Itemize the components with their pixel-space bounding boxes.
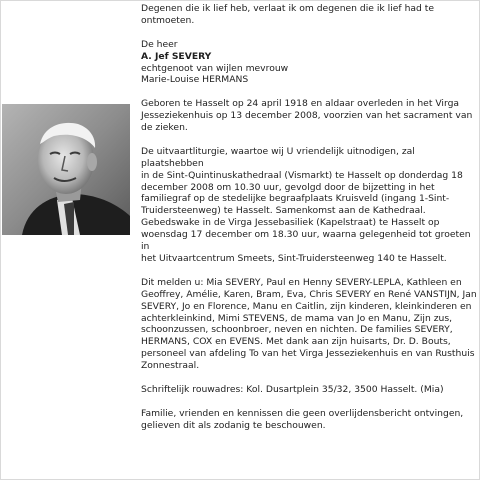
family-paragraph: Dit melden u: Mia SEVERY, Paul en Henny SEVERY-LEPLA, Kathleen en Geoffrey, Amélie, Karen, Bram, Eva, Chris SEVERY en René VANSTIJN, Jan SEVERY, Jo en Florence, Manu en Caitlin, zijn kinderen, kleinkinderen en achterkleinkind, Mimi STEVENS, de mama van Jo en Manu, Zijn zus, schoonzussen, schoonbroer, neven en nichten. De families SEVERY, HERMANS, COX en EVENS. Met dank aan zijn huisarts, Dr. D. Bouts, personeel van afdeling To van het Virga Jesseziekenhuis en van Rusthuis Zonnestraal. — [141, 276, 477, 372]
opening-quote: Degenen die ik lief heb, verlaat ik om degenen die ik lief had te ontmoeten. — [141, 3, 435, 26]
portrait-photo-icon — [2, 104, 130, 235]
deceased-name: A. Jef SEVERY — [141, 50, 212, 62]
birth-death-paragraph: Geboren te Hasselt op 24 april 1918 en aldaar overleden in het Virga Jesseziekenhuis op 13 december 2008, voorzien van het sacrament van de zieken. — [141, 98, 473, 134]
spouse-label: echtgenoot van wijlen mevrouw — [141, 62, 289, 74]
portrait-photo — [2, 104, 130, 235]
closing-paragraph: Familie, vrienden en kennissen die geen overlijdensbericht ontvingen, gelieven dit als zodanig te beschouwen. — [141, 407, 464, 431]
funeral-paragraph: De uitvaartliturgie, waartoe wij U vriendelijk uitnodigen, zal plaatshebben in de Sint-Quintinuskathedraal (Vismarkt) te Hasselt op donderdag 18 december 2008 om 10.30 uur, gevolgd door de bijzetting in het familiegraf op de stedelijke begraafplaats Kruisveld (ingang 1-Sint- Truidersteenweg) te Hasselt. Samenkomst aan de Kathedraal. Gebedswake in de Virga Jessebasiliek (Kapelstraat) te Hasselt op woensdag 17 december om 18.30 uur, waarna gelegenheid tot groeten in het Uitvaartcentrum Smeets, Sint-Truidersteenweg 140 te Hasselt. — [141, 145, 471, 264]
address-paragraph: Schriftelijk rouwadres: Kol. Dusartplein 35/32, 3500 Hasselt. (Mia) — [141, 383, 444, 395]
honorific: De heer — [141, 38, 178, 50]
obituary-text — [141, 3, 477, 432]
spouse-name: Marie-Louise HERMANS — [141, 74, 249, 86]
